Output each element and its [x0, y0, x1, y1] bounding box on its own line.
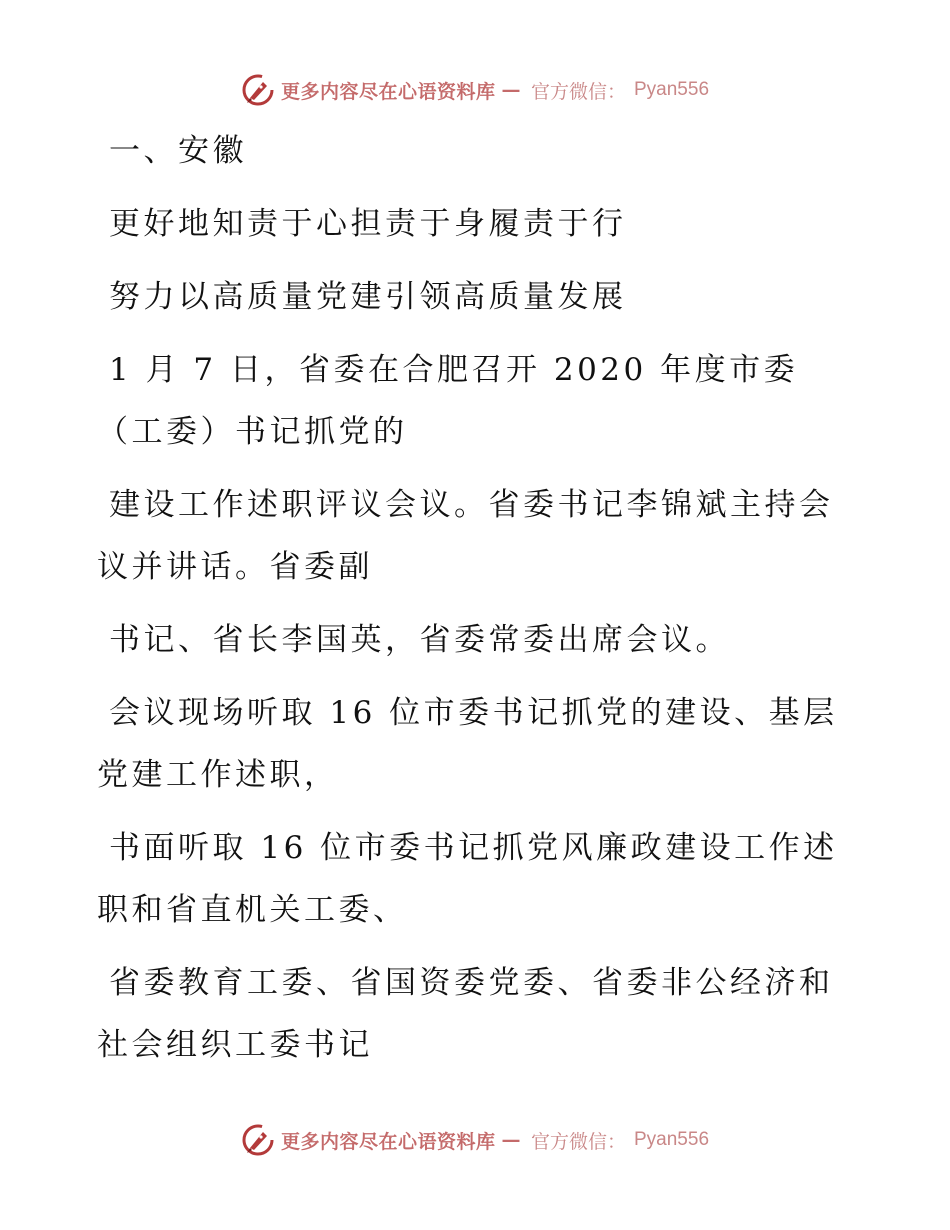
header-watermark-banner [0, 70, 950, 110]
header-watermark-inner [241, 73, 709, 107]
body-paragraph: 书面听取 16 位市委书记抓党风廉政建设工作述职和省直机关工委、 [97, 830, 838, 928]
banner-wechat-label: 官方微信： [530, 80, 626, 103]
body-paragraph: 1 月 7 日，省委在合肥召开 2020 年度市委（工委）书记抓党的 [97, 352, 799, 450]
subtitle-line-2: 努力以高质量党建引领高质量发展 [109, 279, 627, 315]
section-heading: 一、安徽 [109, 133, 247, 169]
footer-watermark-banner [0, 1120, 950, 1160]
banner-main-text: 更多内容尽在心语资料库 [280, 80, 496, 103]
document-body [97, 120, 857, 1087]
banner-wechat-id: Pyan556 [634, 1129, 710, 1150]
body-paragraph: 建设工作述职评议会议。省委书记李锦斌主持会议并讲话。省委副 [97, 487, 834, 585]
body-paragraph: 会议现场听取 16 位市委书记抓党的建设、基层党建工作述职， [97, 695, 838, 793]
body-paragraph: 省委教育工委、省国资委党委、省委非公经济和社会组织工委书记 [97, 965, 834, 1063]
body-paragraph: 书记、省长李国英，省委常委出席会议。 [109, 622, 730, 658]
pen-nib-logo-icon [241, 73, 275, 107]
banner-wechat-label: 官方微信： [530, 1130, 626, 1153]
banner-separator: — [501, 1129, 521, 1151]
banner-main-text: 更多内容尽在心语资料库 [280, 1130, 496, 1153]
footer-watermark-inner [241, 1123, 709, 1157]
banner-wechat-id: Pyan556 [634, 79, 710, 100]
banner-separator: — [501, 79, 521, 101]
pen-nib-logo-icon [241, 1123, 275, 1157]
subtitle-line-1: 更好地知责于心担责于身履责于行 [109, 206, 627, 242]
